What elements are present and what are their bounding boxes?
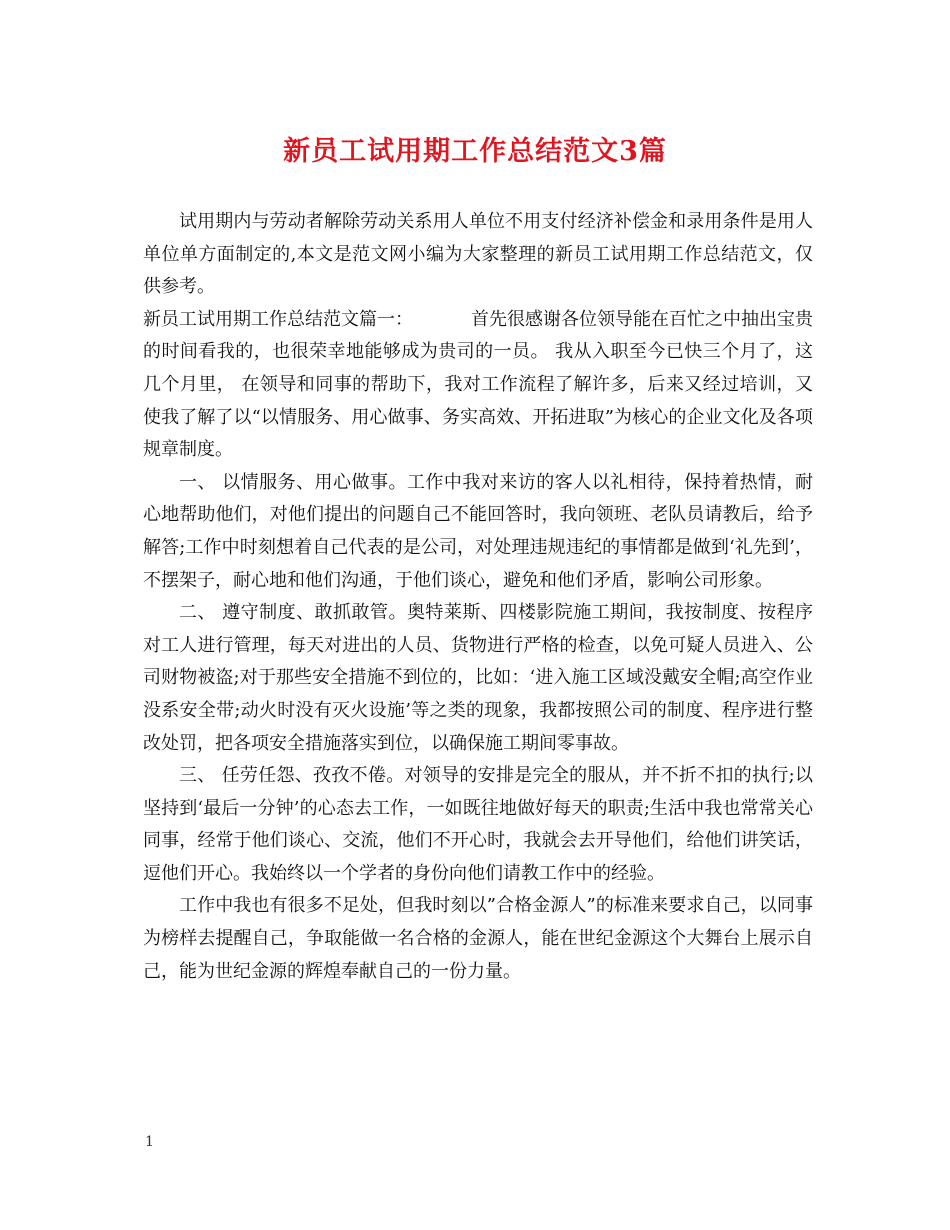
page-number: 1 xyxy=(145,1134,154,1150)
intro-paragraph: 试用期内与劳动者解除劳动关系用人单位不用支付经济补偿金和录用条件是用人单位单方面制定的,本文是范文网小编为大家整理的新员工试用期工作总结范文，仅供参考。 xyxy=(143,211,813,298)
section-heading: 新员工试用期工作总结范文篇一： xyxy=(143,308,413,330)
point-one-paragraph: 一、 以情服务、用心做事。工作中我对来访的客人以礼相待，保持着热情，耐心地帮助他们，对他们提出的问题自己不能回答时，我向领班、老队员请教后，给予解答;工作中时刻想着自己代表的是公司，对处理违规违纪的事情都是做到‘礼先到’，不摆架子，耐心地和他们沟通，于他们谈心，避免和他们矛盾，影响公司形象。 xyxy=(143,471,813,591)
point-two-paragraph: 二、 遵守制度、敢抓敢管。奥特莱斯、四楼影院施工期间，我按制度、按程序对工人进行管理，每天对进出的人员、货物进行严格的检查，以免可疑人员进入、公司财物被盗;对于那些安全措施不到位的，比如：‘进入施工区域没戴安全帽;高空作业没系安全带;动火时没有灭火设施’等之类的现象，我都按照公司的制度、程序进行整改处罚，把各项安全措施落实到位，以确保施工期间零事故。 xyxy=(143,602,813,754)
section-opening: 首先很感谢各位领导能在百忙之中抽出宝贵的时间看我的，也很荣幸地能够成为贵司的一员。 我从入职至今已快三个月了，这几个月里， 在领导和同事的帮助下，我对工作流程了解许多，后来又经过培训，又使我了解了以“以情服务、用心做事、务实高效、开拓进取”为核心的企业文化及各项规章制度。 xyxy=(143,308,813,461)
closing-paragraph: 工作中我也有很多不足处，但我时刻以”合格金源人”的标准来要求自己，以同事为榜样去提醒自己，争取能做一名合格的金源人，能在世纪金源这个大舞台上展示自己，能为世纪金源的辉煌奉献自己的一份力量。 xyxy=(143,895,813,982)
point-three-paragraph: 三、 任劳任怨、孜孜不倦。对领导的安排是完全的服从，并不折不扣的执行;以坚持到‘最后一分钟’的心态去工作，一如既往地做好每天的职责;生活中我也常常关心同事，经常于他们谈心、交流，他们不开心时，我就会去开导他们，给他们讲笑话，逗他们开心。我始终以一个学者的身份向他们请教工作中的经验。 xyxy=(143,765,813,884)
document-body xyxy=(143,206,813,988)
document-title: 新员工试用期工作总结范文3篇 xyxy=(283,136,667,167)
section-one-paragraph xyxy=(143,304,813,467)
